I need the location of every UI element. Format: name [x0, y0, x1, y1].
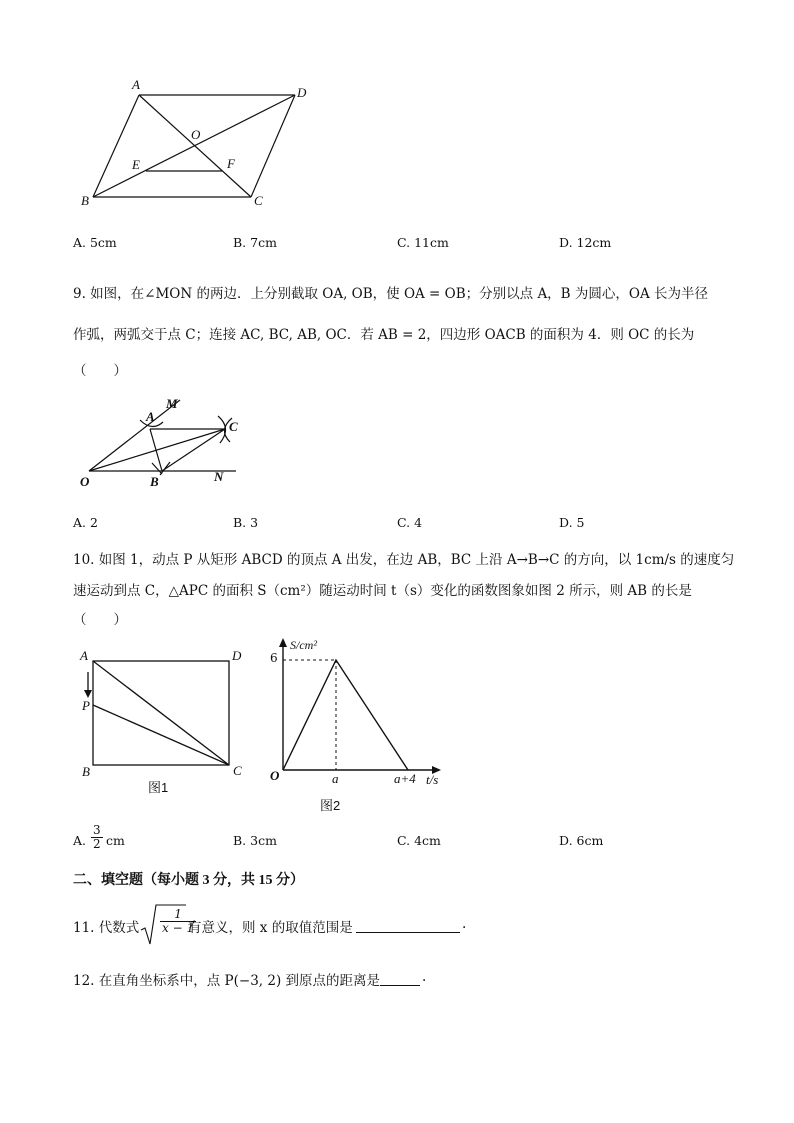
point-B-label: B — [81, 193, 89, 208]
section-2-title: 二、填空题（每小题 3 分，共 15 分） — [73, 873, 304, 888]
q12-answer-blank[interactable] — [380, 971, 420, 986]
point-B-label: B — [82, 764, 90, 779]
fraction-numerator: 3 — [93, 823, 101, 837]
q8-option-d[interactable]: D. 12cm — [559, 235, 612, 250]
figure2-caption: 图2 — [320, 798, 341, 813]
origin-label: O — [270, 768, 280, 783]
q10-text-line1: 10. 如图 1，动点 P 从矩形 ABCD 的顶点 A 出发，在边 AB，BC 上沿 A→B→C 的方向，以 1cm/s 的速度匀 — [73, 552, 735, 568]
q9-text-line1: 9. 如图，在∠MON 的两边．上分别截取 OA, OB，使 OA = OB；分别以点 A，B 为圆心，OA 长为半径 — [73, 286, 709, 302]
point-A-label: A — [132, 77, 140, 92]
point-D-label: D — [297, 85, 307, 100]
q11-prefix: 11. 代数式 — [73, 920, 140, 936]
point-N-label: N — [214, 469, 224, 484]
q10-text-line2: 速运动到点 C，△APC 的面积 S（cm²）随运动时间 t（s）变化的函数图象如图 2 所示，则 AB 的长是 — [73, 583, 692, 599]
fraction-denominator: 2 — [93, 837, 101, 851]
q9-text-line2: 作弧，两弧交于点 C；连接 AC, BC, AB, OC．若 AB = 2，四边形 OACB 的面积为 4．则 OC 的长为 — [73, 327, 695, 343]
x-axis-label: t/s — [426, 772, 439, 787]
q8-option-b[interactable]: B. 7cm — [233, 235, 277, 250]
q11-answer-blank[interactable] — [356, 918, 460, 933]
y-value-6: 6 — [270, 651, 278, 665]
point-B-label: B — [150, 474, 159, 489]
q9-answer-paren: （ ） — [73, 363, 127, 379]
point-E-label: E — [132, 157, 140, 172]
q10-option-b[interactable]: B. 3cm — [233, 833, 277, 848]
point-D-label: D — [232, 648, 242, 663]
point-A-label: A — [80, 648, 88, 663]
q9-option-d[interactable]: D. 5 — [559, 515, 585, 530]
q9-option-c[interactable]: C. 4 — [397, 515, 423, 530]
fraction-numerator: 1 — [160, 908, 196, 922]
point-P-label: P — [82, 698, 90, 713]
x-value-a: a — [332, 771, 339, 786]
q9-option-b[interactable]: B. 3 — [233, 515, 259, 530]
q10-option-c[interactable]: C. 4cm — [397, 833, 441, 848]
q10-option-a-prefix: A. — [73, 833, 87, 848]
q8-option-c[interactable]: C. 11cm — [397, 235, 449, 250]
q11-suffix: 有意义，则 x 的取值范围是 — [188, 920, 353, 936]
point-O-label: O — [191, 127, 201, 142]
q8-option-a[interactable]: A. 5cm — [73, 235, 117, 250]
point-A-label: A — [146, 409, 155, 424]
fraction-denominator: x − 1 — [162, 921, 195, 935]
point-C-label: C — [229, 419, 238, 434]
q11-end: . — [462, 916, 467, 932]
q12-end: . — [422, 969, 427, 985]
point-M-label: M — [166, 396, 178, 411]
point-C-label: C — [233, 763, 242, 778]
y-axis-label: S/cm² — [290, 638, 317, 652]
q10-answer-paren: （ ） — [73, 612, 127, 628]
point-C-label: C — [254, 193, 263, 208]
q9-option-a[interactable]: A. 2 — [73, 515, 98, 530]
q12-text: 12. 在直角坐标系中，点 P(−3, 2) 到原点的距离是 — [73, 973, 381, 989]
x-value-a-plus-4: a+4 — [394, 771, 416, 786]
figure1-caption: 图1 — [148, 780, 169, 795]
q10-option-d[interactable]: D. 6cm — [559, 833, 604, 848]
point-F-label: F — [227, 156, 235, 171]
q10-option-a-unit: cm — [106, 833, 125, 848]
point-O-label: O — [80, 474, 90, 489]
